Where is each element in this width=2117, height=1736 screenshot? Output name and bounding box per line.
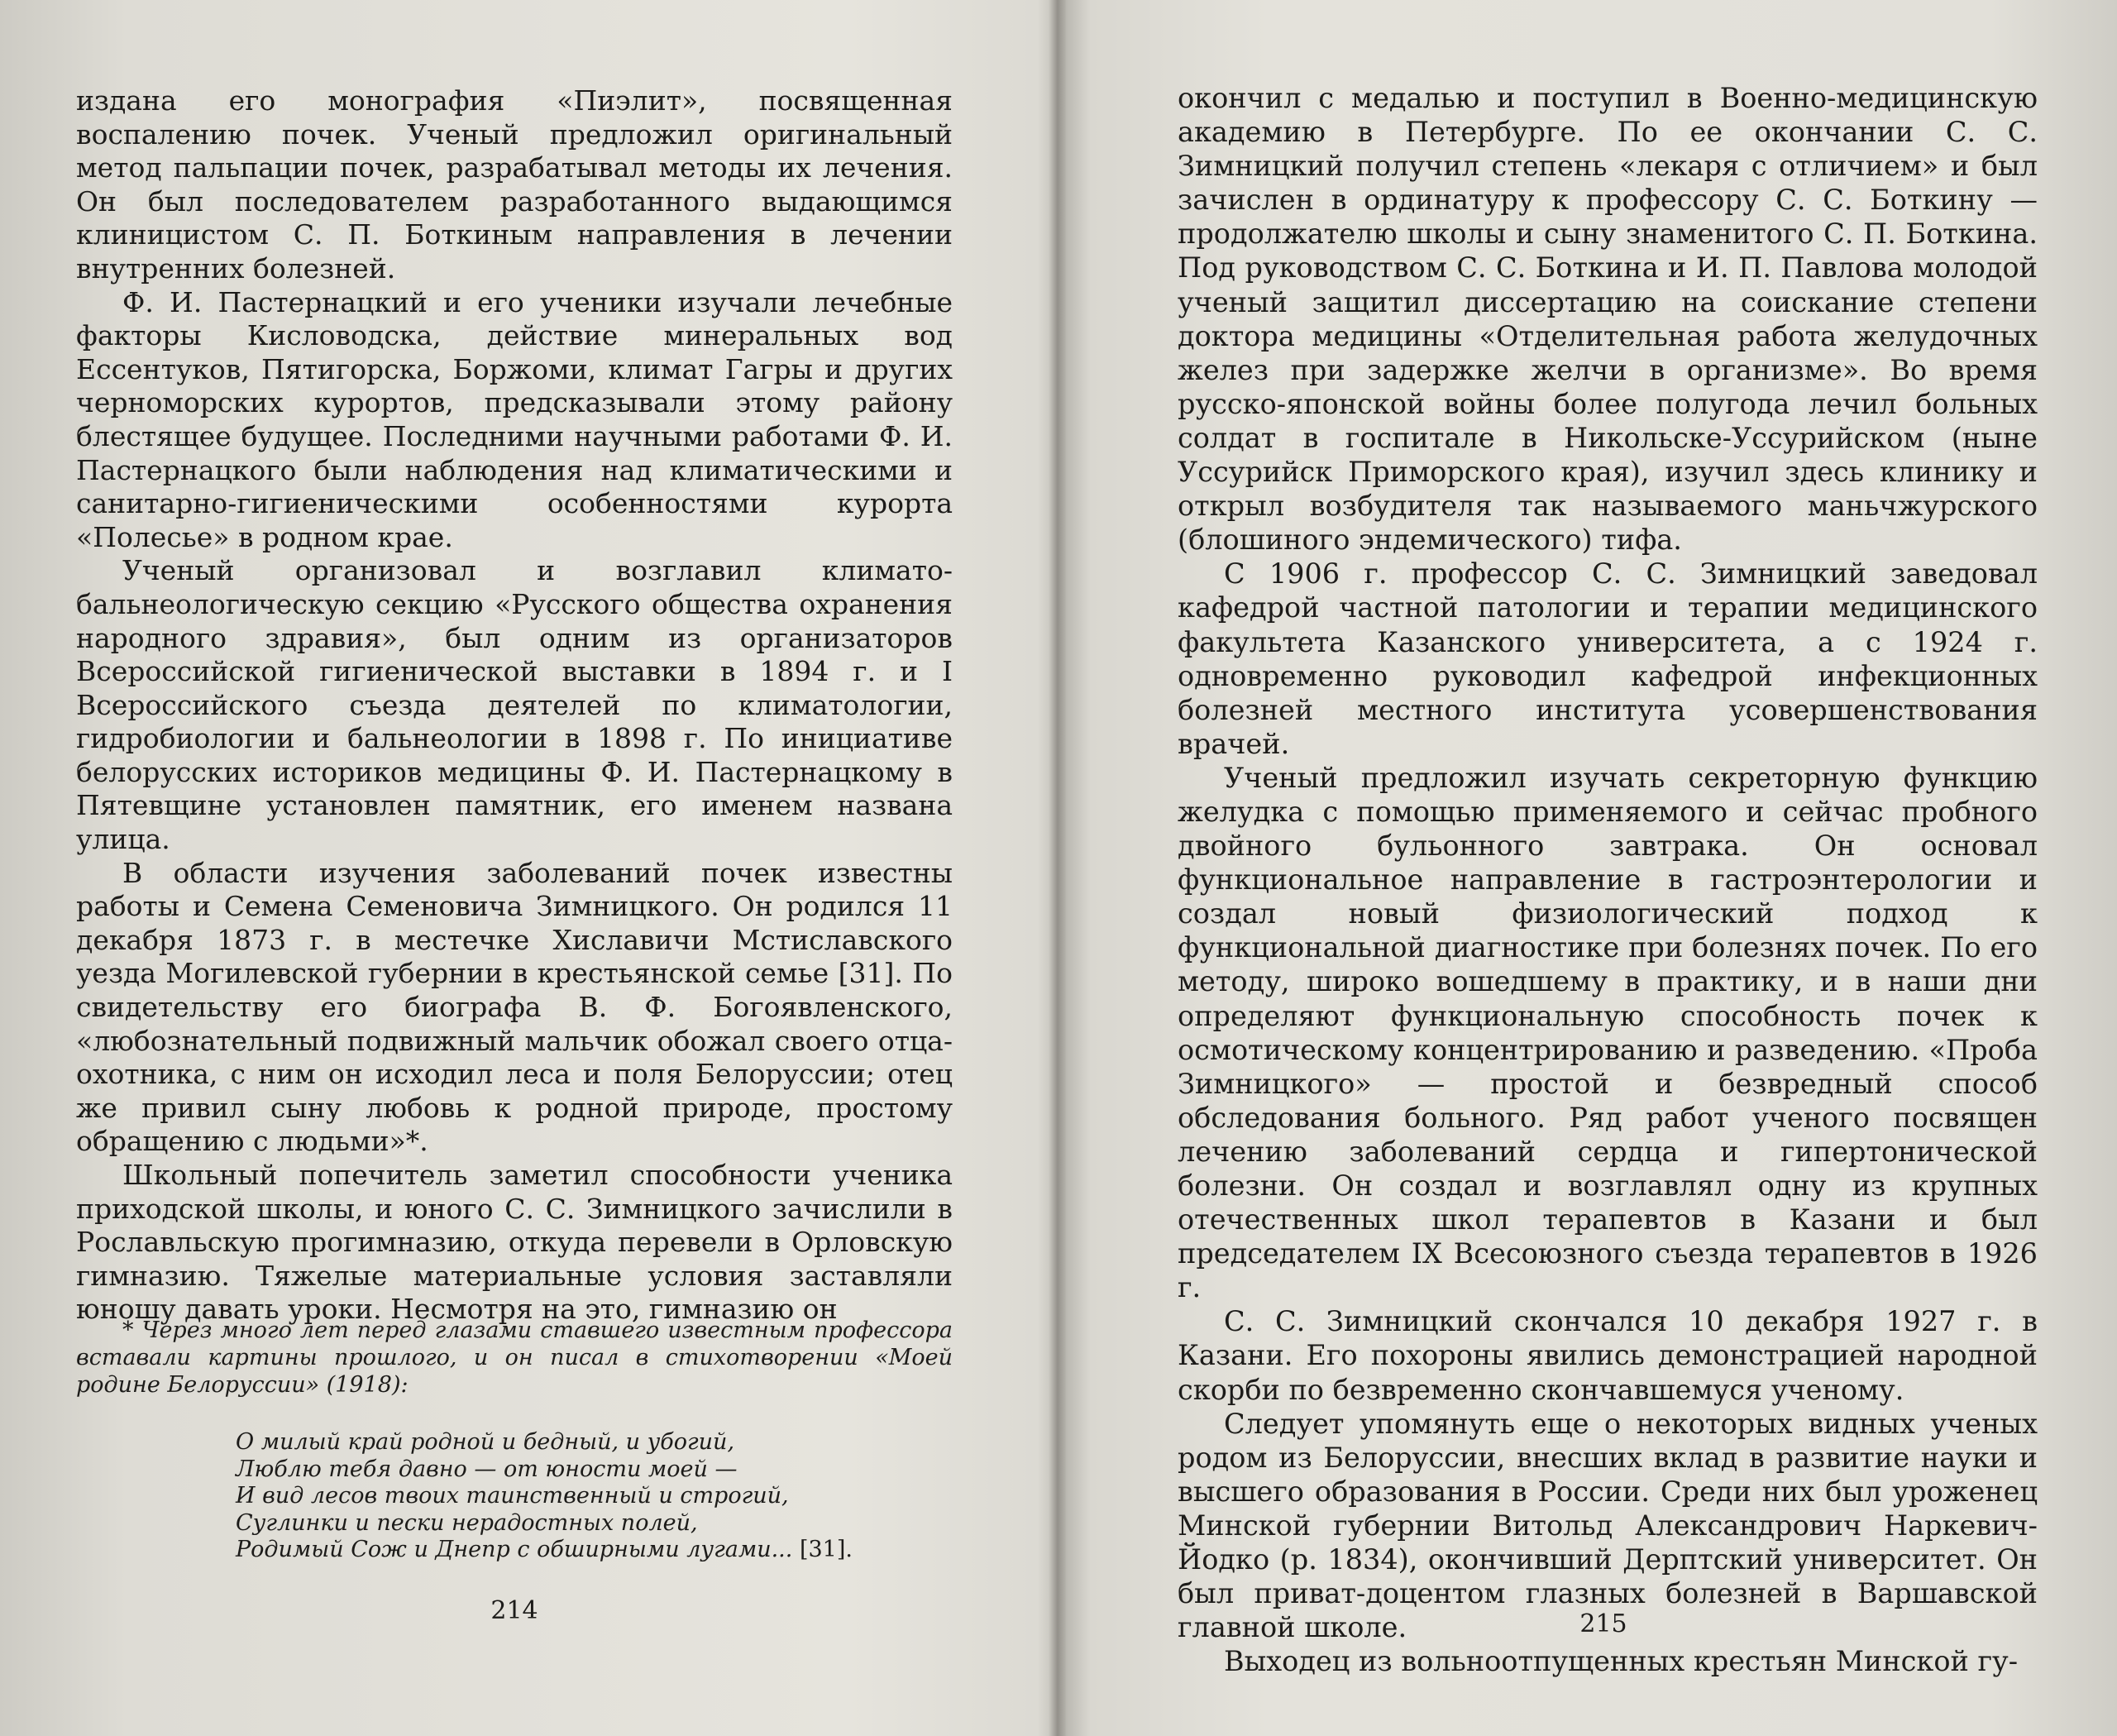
- poem-line-last: [236, 1537, 947, 1564]
- paragraph: издана его монография «Пиэлит», посвященная воспалению почек. Ученый предложил оригинальный метод пальпации почек, разрабатывал методы их лечения. Он был последователем разработанного выдающимся клиницистом С. П. Боткиным направления в лечении внутренних болезней.: [76, 84, 953, 285]
- citation-ref: [31].: [799, 1537, 853, 1562]
- paragraph: Следует упомянуть еще о некоторых видных ученых родом из Белоруссии, внесших вклад в развитие науки и высшего образования в России. Среди них был уроженец Минской губернии Витольд Александрович Наркевич-Йодко (р. 1834), окончивший Дерптский университет. Он был приват-доцентом глазных болезней в Варшавской главной школе.: [1178, 1407, 2038, 1644]
- paragraph: Выходец из вольноотпущенных крестьян Минской гу-: [1224, 1645, 2019, 1678]
- paragraph: Ф. И. Пастернацкий и его ученики изучали лечебные факторы Кисловодска, действие минеральных вод Ессентуков, Пятигорска, Боржоми, климат Гагры и других черноморских курортов, предсказывали этому району блестящее будущее. Последними научными работами Ф. И. Пастернацкого были наблюдения над климатическими и санитарно-гигиеническими особенностями курорта «Полесье» в родном крае.: [76, 285, 953, 553]
- paragraph: В области изучения заболеваний почек известны работы и Семена Семеновича Зимницкого. Он родился 11 декабря 1873 г. в местечке Хиславичи Мстиславского уезда Могилевской губернии в крестьянской семье [31]. По свидетельству его биографа В. Ф. Богоявленского, «любознательный подвижный мальчик обожал своего отца-охотника, с ним он исходил леса и поля Белоруссии; отец же привил сыну любовь к родной природе, простому обращению с людьми»*.: [76, 856, 953, 1158]
- poem-line: Родимый Сож и Днепр с обширными лугами...: [236, 1537, 793, 1562]
- paragraph: Ученый предложил изучать секреторную функцию желудка с помощью применяемого и сейчас пробного двойного бульонного завтрака. Он основал функциональное направление в гастроэнтерологии и создал новый физиологический подход к функциональной диагностике при болезнях почек. По его методу, широко вошедшему в практику, и в наши дни определяют функциональную способность почек к осмотическому концентрированию и разведению. «Проба Зимницкого» — простой и безвредный способ обследования больного. Ряд работ ученого посвящен лечению заболеваний сердца и гипертонической болезни. Он создал и возглавлял одну из крупных отечественных школ терапевтов в Казани и был председателем IX Всесоюзного съезда терапевтов в 1926 г.: [1178, 761, 2038, 1304]
- left-page: [76, 0, 953, 1736]
- paragraph: С. С. Зимницкий скончался 10 декабря 1927 г. в Казани. Его похороны явились демонстрацией народной скорби по безвременно скончавшемуся ученому.: [1178, 1305, 2038, 1406]
- page-number: 215: [1579, 1609, 1627, 1638]
- poem-line: И вид лесов твоих таинственный и строгий,: [236, 1483, 789, 1509]
- paragraph: окончил с медалью и поступил в Военно-медицинскую академию в Петербурге. По ее окончании С. С. Зимницкий получил степень «лекаря с отличием» и был зачислен в ординатуру к профессору С. С. Боткину — продолжателю школы и сыну знаменитого С. П. Боткина. Под руководством С. С. Боткина и И. П. Павлова молодой ученый защитил диссертацию на соискание степени доктора медицины «Отделительная работа желудочных желез при задержке желчи в организме». Во время русско-японской войны более полугода лечил больных солдат в госпитале в Никольске-Уссурийском (ныне Уссурийск Приморского края), изучил здесь клинику и открыл возбудителя так называемого маньчжурского (блошиного эндемического) тифа.: [1178, 82, 2038, 557]
- paragraph: Школьный попечитель заметил способности ученика приходской школы, и юного С. С. Зимницкого зачислили в Рославльскую прогимназию, откуда перевели в Орловскую гимназию. Тяжелые материальные условия заставляли юношу давать уроки. Несмотря на это, гимназию он: [76, 1159, 953, 1326]
- left-page-text: [76, 84, 953, 1327]
- page-number: 214: [490, 1596, 538, 1625]
- right-page: [1178, 0, 2038, 1736]
- paragraph: Ученый организовал и возглавил климато-бальнеологическую секцию «Русского общества охранения народного здравия», был одним из организаторов Всероссийской гигиенической выставки в 1894 г. и I Всероссийского съезда деятелей по климатологии, гидробиологии и бальнеологии в 1898 г. По инициативе белорусских историков медицины Ф. И. Пастернацкому в Пятевщине установлен памятник, его именем названа улица.: [76, 554, 953, 856]
- book-gutter: [1049, 0, 1067, 1736]
- paragraph: С 1906 г. профессор С. С. Зимницкий заведовал кафедрой частной патологии и терапии медицинского факультета Казанского университета, а с 1924 г. одновременно руководил кафедрой инфекционных болезней местного института усовершенствования врачей.: [1178, 557, 2038, 760]
- poem-quote: [236, 1429, 947, 1564]
- footnote: [76, 1317, 953, 1399]
- footnote-text: * Через много лет перед глазами ставшего известным профессора вставали картины прошлого, и он писал в стихотворении «Моей родине Белоруссии» (1918):: [76, 1318, 953, 1398]
- poem-line: Суглинки и пески нерадостных полей,: [236, 1509, 698, 1536]
- poem-line: Люблю тебя давно — от юности моей —: [236, 1456, 738, 1482]
- right-page-text: [1178, 81, 2038, 1678]
- poem-line: О милый край родной и бедный, и убогий,: [236, 1429, 735, 1455]
